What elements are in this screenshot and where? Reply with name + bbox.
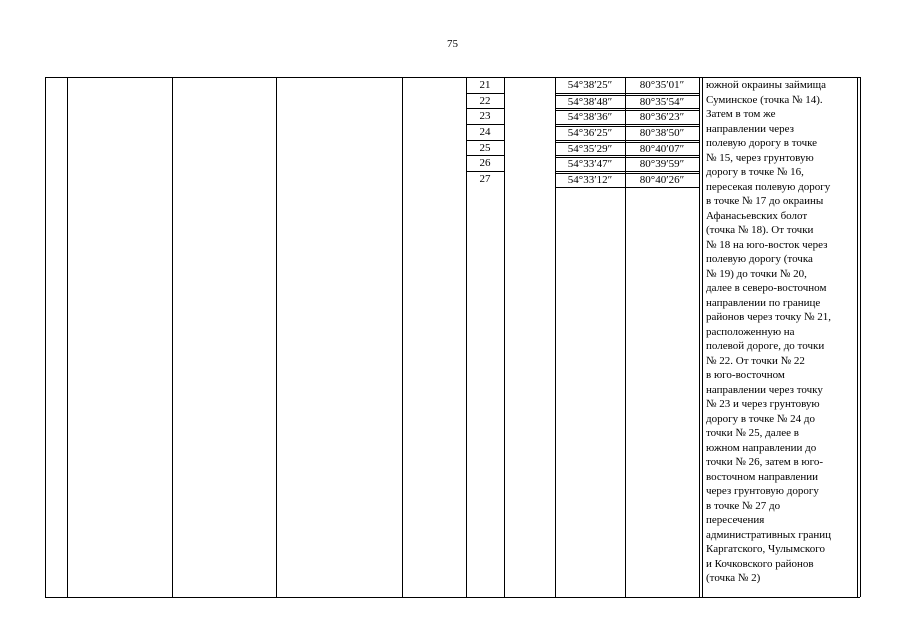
column-divider bbox=[45, 77, 46, 597]
latitude-value: 54°38′25″ bbox=[567, 79, 613, 91]
longitude-value: 80°35′54″ bbox=[639, 96, 685, 108]
column-divider bbox=[276, 77, 277, 597]
description-line: № 22. От точки № 22 bbox=[706, 354, 805, 367]
description-line: дорогу в точке № 24 до bbox=[706, 412, 816, 425]
latitude-value: 54°36′25″ bbox=[567, 127, 613, 139]
description-line: Афанасьевских болот bbox=[706, 209, 808, 222]
description-line: Суминское (точка № 14). bbox=[706, 93, 823, 106]
point-number: 21 bbox=[479, 79, 491, 91]
longitude-value: 80°38′50″ bbox=[639, 127, 685, 139]
description-line: направлении по границе bbox=[706, 296, 821, 309]
row-separator bbox=[555, 171, 699, 172]
column-divider bbox=[699, 77, 700, 597]
row-separator bbox=[555, 140, 699, 141]
description-line: направлении через точку bbox=[706, 383, 823, 396]
column-divider bbox=[857, 77, 858, 597]
description-line: Затем в том же bbox=[706, 108, 776, 120]
column-divider bbox=[702, 77, 703, 597]
description-line: № 18 на юго-восток через bbox=[706, 238, 828, 251]
table-bottom-border bbox=[45, 597, 860, 598]
description-line: восточном направлении bbox=[706, 470, 819, 483]
description-line: в точке № 27 до bbox=[706, 499, 781, 512]
description-line: точки № 26, затем в юго- bbox=[706, 456, 824, 468]
description-line: южном направлении до bbox=[706, 441, 817, 454]
description-line: пересекая полевую дорогу bbox=[706, 180, 831, 193]
longitude-value: 80°40′07″ bbox=[639, 143, 685, 155]
point-number: 25 bbox=[479, 142, 491, 154]
point-number: 27 bbox=[479, 173, 491, 185]
description-line: полевую дорогу в точке bbox=[706, 137, 818, 149]
description-line: (точка № 18). От точки bbox=[706, 224, 814, 236]
description-line: административных границ bbox=[706, 528, 831, 541]
description-line: пересечения bbox=[706, 514, 765, 526]
point-number: 24 bbox=[479, 126, 491, 138]
longitude-value: 80°35′01″ bbox=[639, 79, 685, 91]
column-divider bbox=[67, 77, 68, 597]
description-line: в юго-восточном bbox=[706, 369, 785, 381]
description-line: дорогу в точке № 16, bbox=[706, 166, 804, 178]
row-separator bbox=[555, 93, 699, 94]
latitude-value: 54°38′36″ bbox=[567, 111, 613, 123]
point-number: 23 bbox=[479, 110, 491, 122]
point-number: 26 bbox=[479, 157, 491, 169]
description-line: далее в северо-восточном bbox=[706, 282, 827, 294]
page-number: 75 bbox=[447, 38, 458, 50]
longitude-value: 80°40′26″ bbox=[639, 174, 685, 186]
column-divider bbox=[172, 77, 173, 597]
description-line: районов через точку № 21, bbox=[706, 311, 831, 323]
boundary-description bbox=[706, 78, 856, 586]
latitude-value: 54°38′48″ bbox=[567, 96, 613, 108]
row-separator bbox=[555, 187, 699, 188]
latitude-value: 54°33′47″ bbox=[567, 158, 613, 170]
column-divider bbox=[504, 77, 505, 597]
latitude-value: 54°33′12″ bbox=[567, 174, 613, 186]
longitude-value: 80°39′59″ bbox=[639, 158, 685, 170]
latitude-value: 54°35′29″ bbox=[567, 143, 613, 155]
row-separator bbox=[555, 124, 699, 125]
description-line: точки № 25, далее в bbox=[706, 427, 799, 439]
description-line: полевую дорогу (точка bbox=[706, 253, 813, 265]
description-line: Каргатского, Чулымского bbox=[706, 543, 825, 555]
description-line: № 15, через грунтовую bbox=[706, 151, 814, 164]
description-line: № 19) до точки № 20, bbox=[706, 267, 807, 280]
description-line: южной окраины займища bbox=[706, 79, 827, 91]
description-line: через грунтовую дорогу bbox=[706, 485, 819, 497]
description-line: № 23 и через грунтовую bbox=[706, 398, 820, 410]
description-line: и Кочковского районов bbox=[706, 557, 814, 570]
description-line: расположенную на bbox=[706, 325, 795, 338]
point-number: 22 bbox=[479, 95, 491, 107]
description-line: (точка № 2) bbox=[706, 572, 761, 584]
longitude-value: 80°36′23″ bbox=[639, 111, 685, 123]
column-divider bbox=[402, 77, 403, 597]
column-divider bbox=[860, 77, 861, 597]
description-line: полевой дороге, до точки bbox=[706, 340, 825, 352]
description-line: в точке № 17 до окраины bbox=[706, 195, 824, 207]
description-line: направлении через bbox=[706, 122, 794, 135]
